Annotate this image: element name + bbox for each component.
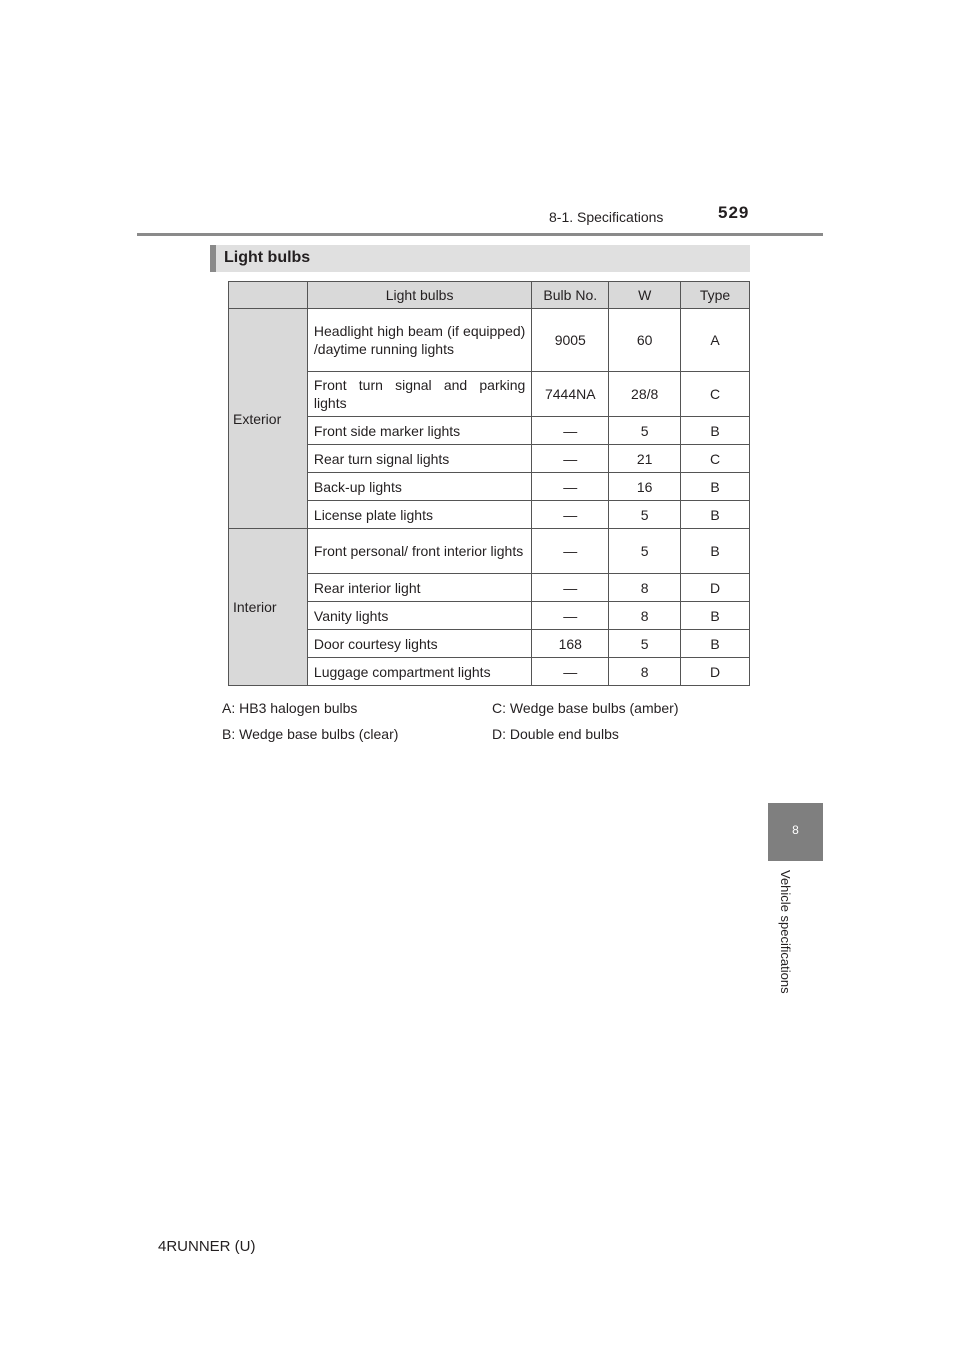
group-interior: Interior	[229, 529, 308, 686]
bulb-name: Vanity lights	[307, 602, 531, 630]
column-header-group	[229, 282, 308, 309]
bulb-type: D	[681, 574, 750, 602]
bulb-type: B	[681, 417, 750, 445]
bulb-type: B	[681, 473, 750, 501]
bulb-watts: 5	[609, 630, 681, 658]
bulb-watts: 60	[609, 309, 681, 372]
section-heading	[210, 245, 750, 272]
light-bulbs-table	[228, 281, 750, 686]
table-row	[229, 630, 750, 658]
table-row	[229, 445, 750, 473]
table-row	[229, 574, 750, 602]
bulb-watts: 16	[609, 473, 681, 501]
bulb-number: —	[532, 529, 609, 574]
table-row	[229, 372, 750, 417]
table-row	[229, 417, 750, 445]
bulb-number: 168	[532, 630, 609, 658]
bulb-watts: 8	[609, 658, 681, 686]
column-header-w: W	[609, 282, 681, 309]
legend-item-a: A: HB3 halogen bulbs	[222, 700, 358, 716]
bulb-name: Rear turn signal lights	[307, 445, 531, 473]
bulb-type: B	[681, 602, 750, 630]
bulb-type: B	[681, 529, 750, 574]
bulb-watts: 5	[609, 417, 681, 445]
bulb-name: Front turn signal and parking lights	[307, 372, 531, 417]
bulb-type: C	[681, 372, 750, 417]
bulb-number: —	[532, 501, 609, 529]
chapter-label: Vehicle specifications	[778, 870, 793, 994]
column-header-bulb-no: Bulb No.	[532, 282, 609, 309]
footer-model: 4RUNNER (U)	[158, 1238, 256, 1255]
bulb-type: A	[681, 309, 750, 372]
bulb-number: —	[532, 417, 609, 445]
section-title: Light bulbs	[224, 249, 311, 266]
section-heading-accent	[210, 245, 216, 272]
bulb-name: Rear interior light	[307, 574, 531, 602]
header-rule	[137, 233, 823, 236]
chapter-number: 8	[792, 823, 799, 837]
table-row	[229, 309, 750, 372]
bulb-name: Door courtesy lights	[307, 630, 531, 658]
page-number: 529	[718, 203, 750, 222]
bulb-type: B	[681, 501, 750, 529]
bulb-number: —	[532, 602, 609, 630]
table-row	[229, 602, 750, 630]
bulb-number: 9005	[532, 309, 609, 372]
chapter-tab	[768, 803, 823, 861]
legend-item-c: C: Wedge base bulbs (amber)	[492, 700, 679, 716]
bulb-number: —	[532, 658, 609, 686]
bulb-name: Front personal/ front interior lights	[307, 529, 531, 574]
bulb-type: D	[681, 658, 750, 686]
bulb-watts: 5	[609, 501, 681, 529]
table-header-row	[229, 282, 750, 309]
table-row	[229, 473, 750, 501]
table-row	[229, 658, 750, 686]
bulb-name: Back-up lights	[307, 473, 531, 501]
column-header-type: Type	[681, 282, 750, 309]
bulb-watts: 8	[609, 602, 681, 630]
legend-item-d: D: Double end bulbs	[492, 726, 619, 742]
table-row	[229, 529, 750, 574]
bulb-watts: 5	[609, 529, 681, 574]
bulb-number: —	[532, 574, 609, 602]
bulb-name: Front side marker lights	[307, 417, 531, 445]
bulb-watts: 21	[609, 445, 681, 473]
legend-item-b: B: Wedge base bulbs (clear)	[222, 726, 399, 742]
bulb-name: Headlight high beam (if equipped) /daytime running lights	[307, 309, 531, 372]
running-header-section: 8-1. Specifications	[549, 209, 664, 225]
group-exterior: Exterior	[229, 309, 308, 529]
bulb-watts: 28/8	[609, 372, 681, 417]
bulb-number: —	[532, 473, 609, 501]
bulb-number: 7444NA	[532, 372, 609, 417]
bulb-type: C	[681, 445, 750, 473]
bulb-number: —	[532, 445, 609, 473]
bulb-name: License plate lights	[307, 501, 531, 529]
bulb-watts: 8	[609, 574, 681, 602]
table-row	[229, 501, 750, 529]
column-header-light-bulbs: Light bulbs	[307, 282, 531, 309]
bulb-type: B	[681, 630, 750, 658]
bulb-name: Luggage compartment lights	[307, 658, 531, 686]
